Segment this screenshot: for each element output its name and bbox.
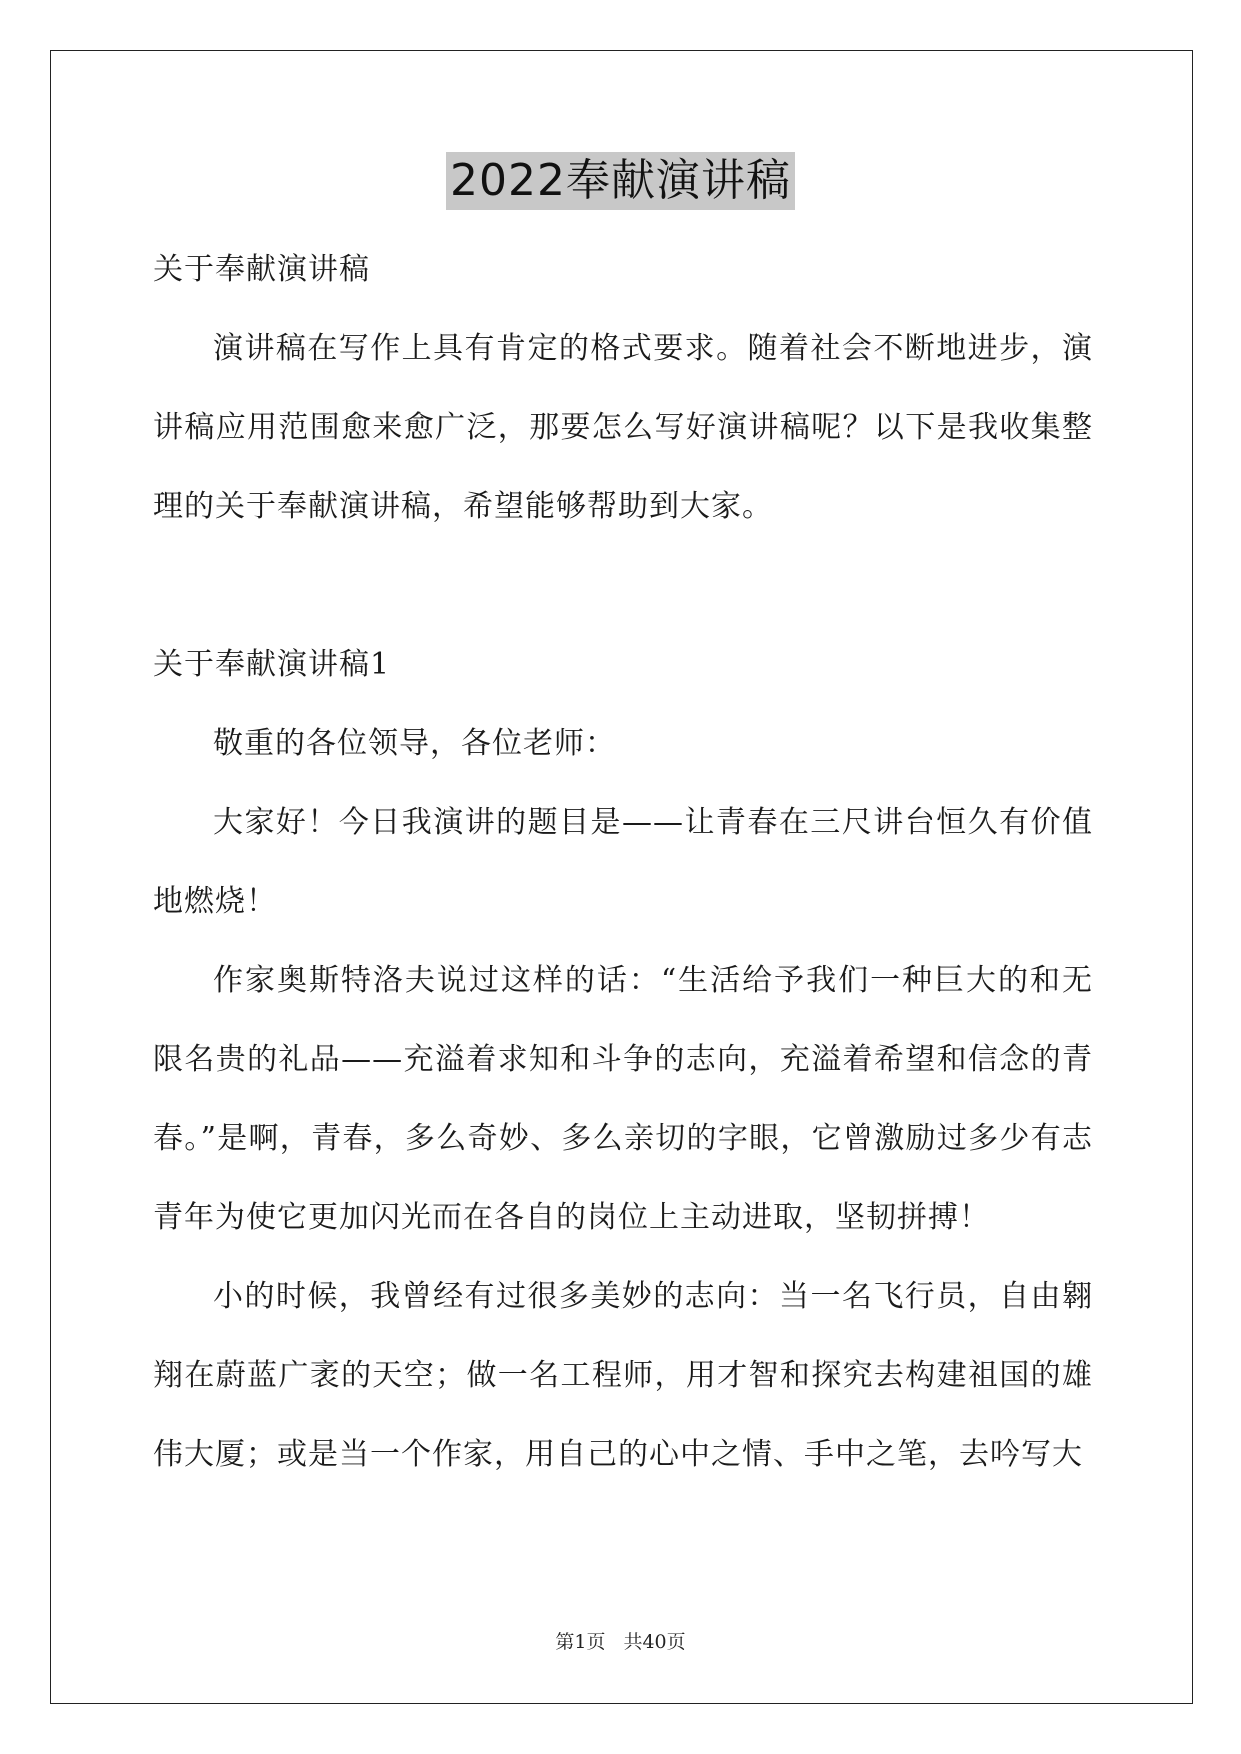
section-heading: 关于奉献演讲稿1 xyxy=(153,647,391,682)
paragraph: 作家奥斯特洛夫说过这样的话：“生活给予我们一种巨大的和无限名贵的礼品——充溢着求知和斗争的志向，充溢着希望和信念的青春。”是啊，青春，多么奇妙、多么亲切的字眼，它曾激励过多少有志青年为使它更加闪光而在各自的岗位上主动进取，坚韧拼搏！ xyxy=(153,963,1093,1235)
document-title: 2022奉献演讲稿 xyxy=(446,152,795,210)
page-total: 共40页 xyxy=(623,1631,686,1653)
page-number: 第1页 xyxy=(555,1631,606,1653)
section-heading: 关于奉献演讲稿 xyxy=(153,252,370,287)
document-body xyxy=(153,230,1093,1494)
paragraph: 大家好！今日我演讲的题目是——让青春在三尺讲台恒久有价值地燃烧！ xyxy=(153,805,1093,919)
paragraph: 演讲稿在写作上具有肯定的格式要求。随着社会不断地进步，演讲稿应用范围愈来愈广泛，那要怎么写好演讲稿呢？以下是我收集整理的关于奉献演讲稿，希望能够帮助到大家。 xyxy=(153,331,1093,524)
paragraph: 敬重的各位领导，各位老师： xyxy=(213,726,616,761)
title-container xyxy=(0,152,1241,210)
paragraph: 小的时候，我曾经有过很多美妙的志向：当一名飞行员，自由翱翔在蔚蓝广袤的天空；做一名工程师，用才智和探究去构建祖国的雄伟大厦；或是当一个作家，用自己的心中之情、手中之笔，去吟写大 xyxy=(153,1279,1093,1472)
page-footer xyxy=(0,1630,1241,1654)
